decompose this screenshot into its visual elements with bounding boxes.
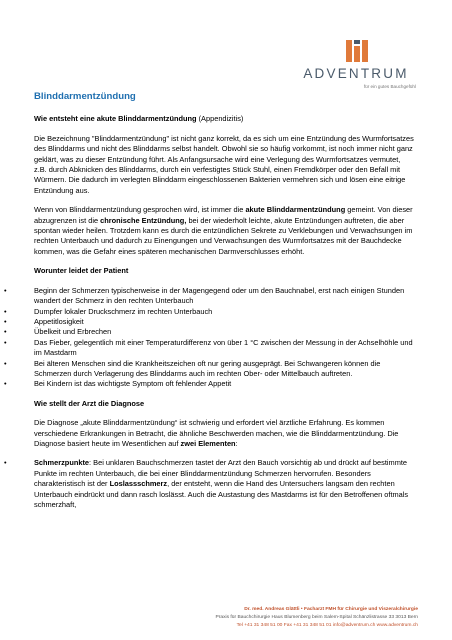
bullet-icon: •: [4, 306, 7, 316]
text-span: :: [235, 438, 238, 448]
list-item: [4, 327, 414, 337]
footer-doctor: Dr. med. Andreas Glättli • Facharzt FMH für Chirurgie und Viszeralchirurgie: [244, 607, 418, 612]
bullet-icon: •: [4, 285, 7, 295]
bullet-icon: •: [4, 316, 7, 326]
list-item: [4, 316, 414, 327]
list-item: [4, 285, 414, 307]
bold-span: Loslassschmerz: [109, 479, 168, 489]
list-item-text: Dumpfer lokaler Druckschmerz im rechten Unterbauch: [34, 306, 213, 316]
text-span: bei der wiederholt leichte, akute Entzündungen auftreten, die aber spontan wieder heilen. Trotzdem kann es durch die entzündlichen Sekrete zu Verklebungen und Verwachsungen im rechten Unterbauch und dadurch zu Einengungen und Verwachsungen des Wurmfortsatzes mit der Bauchdecke kommen, was die Gefahr eines späteren mechanischen Darmverschlusses erhöht.: [34, 215, 413, 256]
logo-tagline: für ein gutes Bauchgefühl: [363, 84, 416, 89]
bullet-icon: •: [4, 358, 7, 368]
page-title: Blinddarmentzündung: [34, 91, 136, 102]
text-span: , der entsteht, wenn die Hand des Untersuchers langsam den rechten Unterbauch eindrückt und dann rasch loslässt. Auch die Austastung des Mastdarms ist für den Betroffenen oftmals schmerzhaft,: [34, 479, 409, 509]
diagnosis-list: [4, 458, 414, 510]
text-span: Wenn von Blinddarmentzündung gesprochen wird, ist immer die: [34, 205, 246, 215]
document-body: [4, 91, 414, 519]
list-item-text: Das Fieber, gelegentlich mit einer Temperaturdifferenz von über 1 °C zwischen der Messung in der Achselhöhle und im Mastdarm: [34, 337, 413, 358]
bullet-icon: •: [4, 379, 7, 389]
heading-diagnosis: Wie stellt der Arzt die Diagnose: [34, 398, 145, 408]
bold-span: chronische Entzündung,: [100, 215, 187, 225]
bullet-icon: •: [4, 327, 7, 337]
paragraph-intro: Die Bezeichnung "Blinddarmentzündung" ist nicht ganz korrekt, da es sich um eine Entzündung des Wurmfortsatzes des Blinddarms und nicht des Blinddarms selbst handelt. Obwohl sie so häufig vorkommt, ist noch immer nicht ganz geklärt, was zu dieser Entzündung führt. Als Anfangsursache wird eine Verlegung des Wurmfortsatzes vermutet, z.B. durch Abknicken des Blinddarms, durch ein verfestigtes Stück Stuhl, einen Fremdkörper oder den Befall mit Würmern. Die dadurch im verlegten Blinddarm eingeschlossenen Bakterien vermehren sich und lösen eine eitrige Entzündung aus.: [34, 133, 414, 195]
bullet-icon: •: [4, 337, 7, 347]
list-item: [4, 458, 414, 510]
text-span: gemeint. Von dieser abzugrenzen ist die: [34, 205, 413, 225]
text-span: Die Diagnose „akute Blinddarmentzündung“ ist schwierig und erfordert viel ärztliche Erfahrung. Es kommen verschiedene Erkrankungen in Betracht, die ähnliche Beschwerden machen, wie die Blinddarmentzündung. Die Diagnose basiert heute im Wesentlichen auf: [34, 418, 399, 448]
list-item-text: Beginn der Schmerzen typischerweise in der Magengegend oder um den Bauchnabel, erst nach einigen Stunden wandert der Schmerz in den rechten Unterbauch: [34, 285, 405, 306]
symptom-list: [4, 285, 414, 390]
question-heading: [34, 114, 414, 124]
heading-patient: Worunter leidet der Patient: [34, 266, 129, 276]
list-item-text: Bei Kindern ist das wichtigste Symptom oft fehlender Appetit: [34, 379, 232, 389]
page-footer: [180, 606, 418, 630]
footer-contact: Tel +41 31 348 51 00 Fax +41 31 348 51 01 info@adventrum.ch www.adventrum.ch: [236, 623, 418, 628]
footer-address: Praxis für Bauchchirurgie Haus Blumenberg beim Salem-Spital Schänzlistrasse 33 3013 Bern: [215, 615, 418, 620]
question-heading-rest: (Appendizitis): [196, 114, 244, 124]
paragraph-diagnosis: [34, 418, 414, 449]
list-item: [4, 337, 414, 359]
bold-span: akute Blinddarmentzündung: [245, 205, 346, 215]
list-item-text: Übelkeit und Erbrechen: [34, 327, 112, 337]
text-span: : Bei unklaren Bauchschmerzen tastet der Arzt den Bauch vorsichtig ab und drückt auf bestimmte Punkte im rechten Unterbauch, die bei einer Blinddarmentzündung Schmerzen hervorrufen. Besonders charakteristisch ist der: [34, 458, 408, 489]
adventrum-logo: [296, 38, 416, 98]
logo-mark-icon: [344, 38, 370, 64]
list-item-text: Appetitlosigkeit: [34, 316, 84, 326]
question-heading-bold: Wie entsteht eine akute Blinddarmentzündung: [34, 114, 197, 124]
list-item: [4, 379, 414, 389]
bullet-icon: •: [4, 458, 7, 468]
bold-span: zwei Elementen: [180, 438, 236, 448]
paragraph-acute-chronic: [34, 205, 414, 257]
list-item: [4, 358, 414, 380]
logo-wordmark: ADVENTRUM: [303, 66, 409, 81]
bold-span: Schmerzpunkte: [34, 458, 90, 468]
list-item: [4, 306, 414, 317]
list-item-text: Bei älteren Menschen sind die Krankheitszeichen oft nur gering ausgeprägt. Bei Schwangeren können die Schmerzen durch Verlagerung des Blinddarms auch im rechten Ober- oder Mittelbauch auftreten.: [34, 358, 381, 378]
